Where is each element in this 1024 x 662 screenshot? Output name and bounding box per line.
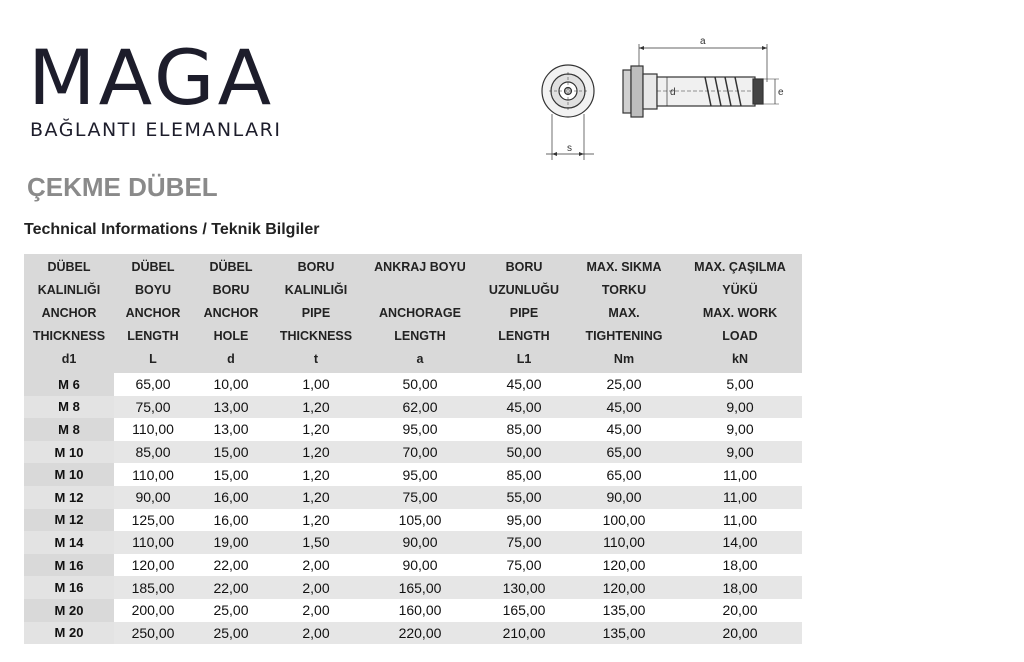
- table-cell: 1,50: [270, 531, 362, 554]
- table-cell: 110,00: [114, 531, 192, 554]
- table-cell: 95,00: [362, 418, 478, 441]
- row-size-cell: M 6: [24, 373, 114, 396]
- table-header-row: [24, 254, 802, 373]
- table-row: [24, 599, 802, 622]
- table-cell: 65,00: [570, 463, 678, 486]
- table-cell: 18,00: [678, 576, 802, 599]
- header-anchor-length: DÜBEL BOYU ANCHOR LENGTH L: [114, 254, 192, 373]
- table-row: [24, 441, 802, 464]
- table-cell: 250,00: [114, 622, 192, 645]
- table-cell: 65,00: [114, 373, 192, 396]
- table-cell: 165,00: [478, 599, 570, 622]
- table-cell: 15,00: [192, 441, 270, 464]
- table-cell: 14,00: [678, 531, 802, 554]
- brand-subtitle: BAĞLANTI ELEMANLARI: [30, 119, 282, 141]
- table-cell: 90,00: [362, 554, 478, 577]
- table-cell: 25,00: [192, 599, 270, 622]
- table-cell: 85,00: [114, 441, 192, 464]
- table-cell: 2,00: [270, 599, 362, 622]
- table-cell: 90,00: [114, 486, 192, 509]
- table-cell: 9,00: [678, 396, 802, 419]
- dimension-label-a: a: [700, 36, 706, 47]
- table-cell: 1,20: [270, 396, 362, 419]
- table-cell: 1,00: [270, 373, 362, 396]
- table-cell: 50,00: [362, 373, 478, 396]
- table-cell: 85,00: [478, 418, 570, 441]
- table-cell: 95,00: [362, 463, 478, 486]
- header-pipe-length: BORU UZUNLUĞU PIPE LENGTH L1: [478, 254, 570, 373]
- table-cell: 13,00: [192, 418, 270, 441]
- table-cell: 135,00: [570, 622, 678, 645]
- table-cell: 120,00: [114, 554, 192, 577]
- table-cell: 130,00: [478, 576, 570, 599]
- dimension-label-d: d: [670, 87, 676, 98]
- table-cell: 18,00: [678, 554, 802, 577]
- table-cell: 22,00: [192, 576, 270, 599]
- table-cell: 9,00: [678, 441, 802, 464]
- table-cell: 11,00: [678, 463, 802, 486]
- table-cell: 90,00: [570, 486, 678, 509]
- dimension-label-s: s: [567, 143, 572, 154]
- table-row: [24, 486, 802, 509]
- header-anchorage-length: ANKRAJ BOYU ANCHORAGE LENGTH a: [362, 254, 478, 373]
- table-cell: 110,00: [114, 418, 192, 441]
- table-cell: 95,00: [478, 509, 570, 532]
- table-row: [24, 622, 802, 645]
- table-cell: 200,00: [114, 599, 192, 622]
- table-cell: 16,00: [192, 509, 270, 532]
- table-cell: 90,00: [362, 531, 478, 554]
- table-cell: 10,00: [192, 373, 270, 396]
- table-cell: 1,20: [270, 463, 362, 486]
- table-cell: 125,00: [114, 509, 192, 532]
- table-row: [24, 463, 802, 486]
- row-size-cell: M 14: [24, 531, 114, 554]
- row-size-cell: M 12: [24, 486, 114, 509]
- table-row: [24, 576, 802, 599]
- dimension-label-e: e: [778, 87, 784, 98]
- table-cell: 5,00: [678, 373, 802, 396]
- table-cell: 100,00: [570, 509, 678, 532]
- table-cell: 160,00: [362, 599, 478, 622]
- table-cell: 20,00: [678, 599, 802, 622]
- table-cell: 75,00: [114, 396, 192, 419]
- table-cell: 65,00: [570, 441, 678, 464]
- table-cell: 105,00: [362, 509, 478, 532]
- row-size-cell: M 12: [24, 509, 114, 532]
- table-cell: 1,20: [270, 418, 362, 441]
- table-cell: 45,00: [478, 396, 570, 419]
- table-cell: 2,00: [270, 622, 362, 645]
- table-cell: 185,00: [114, 576, 192, 599]
- table-cell: 70,00: [362, 441, 478, 464]
- header-max-work-load: MAX. ÇAŞILMA YÜKÜ MAX. WORK LOAD kN: [678, 254, 802, 373]
- table-cell: 1,20: [270, 486, 362, 509]
- table-cell: 11,00: [678, 486, 802, 509]
- table-cell: 165,00: [362, 576, 478, 599]
- page-title: ÇEKME DÜBEL: [27, 172, 218, 202]
- table-cell: 13,00: [192, 396, 270, 419]
- table-row: [24, 396, 802, 419]
- anchor-side-view: [623, 44, 779, 117]
- anchor-technical-drawing: [535, 32, 795, 162]
- table-cell: 16,00: [192, 486, 270, 509]
- table-cell: 75,00: [478, 531, 570, 554]
- table-cell: 45,00: [570, 418, 678, 441]
- table-cell: 62,00: [362, 396, 478, 419]
- table-cell: 120,00: [570, 576, 678, 599]
- brand-logo: MAGA: [28, 33, 275, 122]
- table-cell: 9,00: [678, 418, 802, 441]
- table-row: [24, 373, 802, 396]
- table-cell: 11,00: [678, 509, 802, 532]
- table-cell: 1,20: [270, 509, 362, 532]
- table-body: [24, 373, 802, 644]
- table-row: [24, 531, 802, 554]
- table-cell: 25,00: [192, 622, 270, 645]
- technical-spec-table: [24, 254, 802, 644]
- section-title: Technical Informations / Teknik Bilgiler: [24, 221, 320, 238]
- table-cell: 20,00: [678, 622, 802, 645]
- table-cell: 210,00: [478, 622, 570, 645]
- row-size-cell: M 16: [24, 554, 114, 577]
- table-row: [24, 509, 802, 532]
- header-pipe-thickness: BORU KALINLIĞI PIPE THICKNESS t: [270, 254, 362, 373]
- table-cell: 220,00: [362, 622, 478, 645]
- table-cell: 45,00: [478, 373, 570, 396]
- table-cell: 75,00: [362, 486, 478, 509]
- header-max-tightening: MAX. SIKMA TORKU MAX. TIGHTENING Nm: [570, 254, 678, 373]
- table-cell: 25,00: [570, 373, 678, 396]
- row-size-cell: M 16: [24, 576, 114, 599]
- table-cell: 110,00: [570, 531, 678, 554]
- table-cell: 19,00: [192, 531, 270, 554]
- row-size-cell: M 8: [24, 396, 114, 419]
- table-cell: 1,20: [270, 441, 362, 464]
- table-cell: 50,00: [478, 441, 570, 464]
- table-cell: 110,00: [114, 463, 192, 486]
- row-size-cell: M 8: [24, 418, 114, 441]
- table-cell: 15,00: [192, 463, 270, 486]
- row-size-cell: M 20: [24, 622, 114, 645]
- row-size-cell: M 20: [24, 599, 114, 622]
- header-anchor-hole: DÜBEL BORU ANCHOR HOLE d: [192, 254, 270, 373]
- table-cell: 2,00: [270, 576, 362, 599]
- table-cell: 120,00: [570, 554, 678, 577]
- table-row: [24, 554, 802, 577]
- header-anchor-thickness: DÜBEL KALINLIĞI ANCHOR THICKNESS d1: [24, 254, 114, 373]
- table-cell: 75,00: [478, 554, 570, 577]
- table-cell: 2,00: [270, 554, 362, 577]
- table-cell: 85,00: [478, 463, 570, 486]
- table-cell: 22,00: [192, 554, 270, 577]
- row-size-cell: M 10: [24, 441, 114, 464]
- row-size-cell: M 10: [24, 463, 114, 486]
- table-cell: 45,00: [570, 396, 678, 419]
- table-row: [24, 418, 802, 441]
- table-cell: 135,00: [570, 599, 678, 622]
- table-cell: 55,00: [478, 486, 570, 509]
